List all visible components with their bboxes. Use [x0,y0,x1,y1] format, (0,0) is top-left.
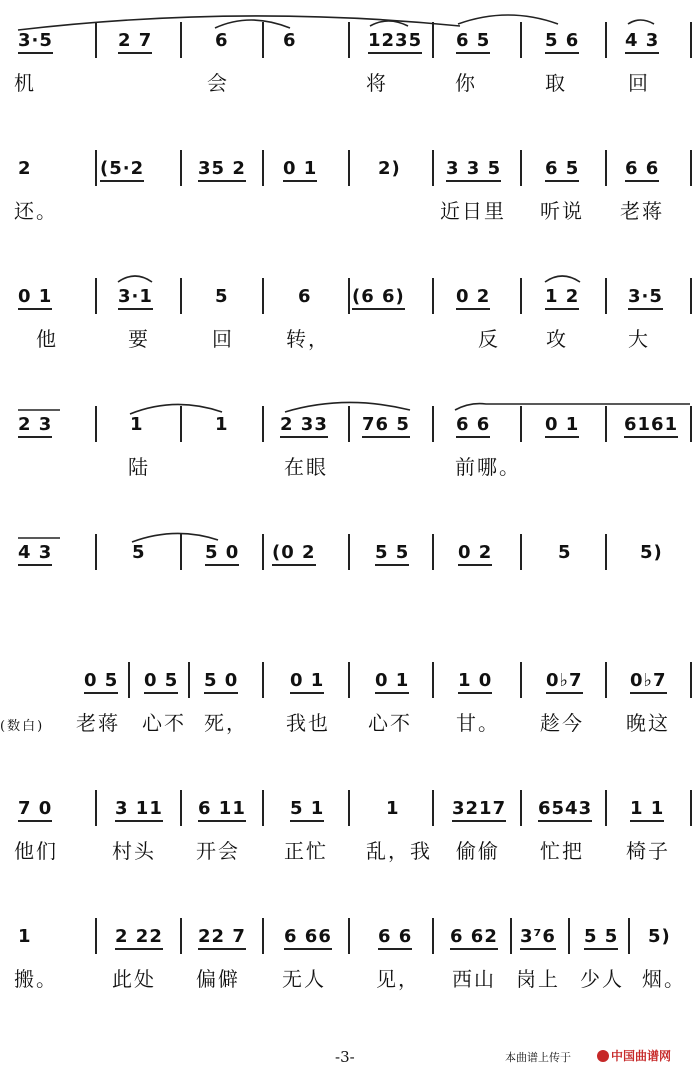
lyric: 还。 [14,199,58,223]
lyric: 趁今 [540,711,584,735]
lyric: 要 [128,327,150,351]
lyric: 会 [207,71,229,95]
note-group: 1 0 [458,670,492,692]
lyric: 老蒋 [620,199,664,223]
note-group: 4 3 [18,542,52,564]
lyric: 开会 [196,839,240,863]
lyric: 老蒋 [76,711,120,735]
lyric: 取 [545,71,567,95]
note-group: (6 6) [352,286,405,308]
note-group: 1 [386,798,400,819]
lyric: 正忙 [284,839,328,863]
score-line [0,138,700,248]
lyric: 反 [478,327,500,351]
lyric: 他 [36,327,58,351]
note-group: 5 5 [375,542,409,564]
note-group: 6 6 [625,158,659,180]
lyric: 心不 [368,711,412,735]
lyric: 西山 [452,967,496,991]
lyric: 死， [204,711,248,735]
note-group: 2 [18,158,32,179]
lyric: 机 [14,71,36,95]
note-group: 76 5 [362,414,410,436]
site-name: 中国曲谱网 [611,1049,672,1063]
lyric: 偷偷 [456,839,500,863]
note-group: 6 6 [378,926,412,948]
note-group: 3⁷6 [520,926,556,948]
note-group: 0 1 [375,670,409,692]
note-group: 0 5 [84,670,118,692]
site-logo-icon [597,1050,609,1062]
note-group: 35 2 [198,158,246,180]
upload-note: 本曲谱上传于 [505,1051,571,1064]
note-group: 1 1 [630,798,664,820]
note-group: 5 5 [584,926,618,948]
lyric: 将 [366,71,388,95]
note-group: 3·5 [628,286,663,308]
note-group: 5 6 [545,30,579,52]
page-number: -3- [335,1048,355,1066]
note-group: 5 [558,542,572,563]
lyric: 搬。 [14,967,58,991]
note-group: 6 62 [450,926,498,948]
score-line [0,10,700,120]
note-group: 3217 [452,798,506,820]
note-group: 6 66 [284,926,332,948]
lyric: 回 [628,71,650,95]
lyric: 村头 [112,839,156,863]
note-group: 0♭7 [630,670,667,692]
note-group: 6 5 [545,158,579,180]
lyric: 此处 [112,967,156,991]
note-group: 6 [283,30,297,51]
note-group: 6161 [624,414,678,436]
lyric: 你 [455,71,477,95]
note-group: 3·5 [18,30,53,52]
note-group: 2 33 [280,414,328,436]
note-group: (5·2 [100,158,144,180]
score-line [0,650,700,760]
lyric: 忙把 [540,839,584,863]
score-line [0,522,700,632]
note-group: 6 [298,286,312,307]
note-group: 2 7 [118,30,152,52]
note-group: 7 0 [18,798,52,820]
note-group: 0 1 [290,670,324,692]
score-line [0,394,700,504]
spoken-note: (数白) [0,719,45,734]
lyric: 我也 [286,711,330,735]
note-group: 5 [132,542,146,563]
note-group: 5 0 [204,670,238,692]
note-group: 3·1 [118,286,153,308]
note-group: 6 11 [198,798,246,820]
note-group: 5) [648,926,671,947]
note-group: 2 3 [18,414,52,436]
lyric: 偏僻 [196,967,240,991]
lyric: 岗上 [516,967,560,991]
lyric: 晚这 [626,711,670,735]
note-group: 0 2 [456,286,490,308]
lyric: 陆 [128,455,150,479]
note-group: 1235 [368,30,422,52]
lyric: 少人 [580,967,624,991]
lyric: 无人 [282,967,326,991]
note-group: 1 [215,414,229,435]
lyric: 攻 [546,327,568,351]
note-group: 3 3 5 [446,158,501,180]
note-group: 0 1 [283,158,317,180]
score-line [0,266,700,376]
note-group: 4 3 [625,30,659,52]
note-group: 1 [18,926,32,947]
lyric: 心不 [142,711,186,735]
note-group: 0 1 [545,414,579,436]
note-group: 6 5 [456,30,490,52]
note-group: 6543 [538,798,592,820]
lyric: 转， [286,327,330,351]
note-group: 5 1 [290,798,324,820]
lyric: 听说 [540,199,584,223]
note-group: 3 11 [115,798,163,820]
note-group: 6 [215,30,229,51]
note-group: 0 5 [144,670,178,692]
lyric: 椅子 [626,839,670,863]
score-line [0,906,700,1016]
lyric: 回 [212,327,234,351]
note-group: 0 1 [18,286,52,308]
note-group: (0 2 [272,542,316,564]
note-group: 5) [640,542,663,563]
site-logo[interactable] [597,1047,671,1064]
lyric: 前哪。 [455,455,521,479]
note-group: 2 22 [115,926,163,948]
score-line [0,778,700,888]
note-group: 1 [130,414,144,435]
note-group: 5 0 [205,542,239,564]
lyric: 烟。 [642,967,686,991]
lyric: 近日里 [440,199,506,223]
note-group: 2) [378,158,401,179]
lyric: 在眼 [284,455,328,479]
lyric: 见， [376,967,420,991]
note-group: 0♭7 [546,670,583,692]
note-group: 22 7 [198,926,246,948]
lyric: 甘。 [456,711,500,735]
note-group: 5 [215,286,229,307]
note-group: 1 2 [545,286,579,308]
note-group: 6 6 [456,414,490,436]
lyric: 他们 [14,839,58,863]
lyric: 乱，我 [366,839,432,863]
note-group: 0 2 [458,542,492,564]
lyric: 大 [628,327,650,351]
